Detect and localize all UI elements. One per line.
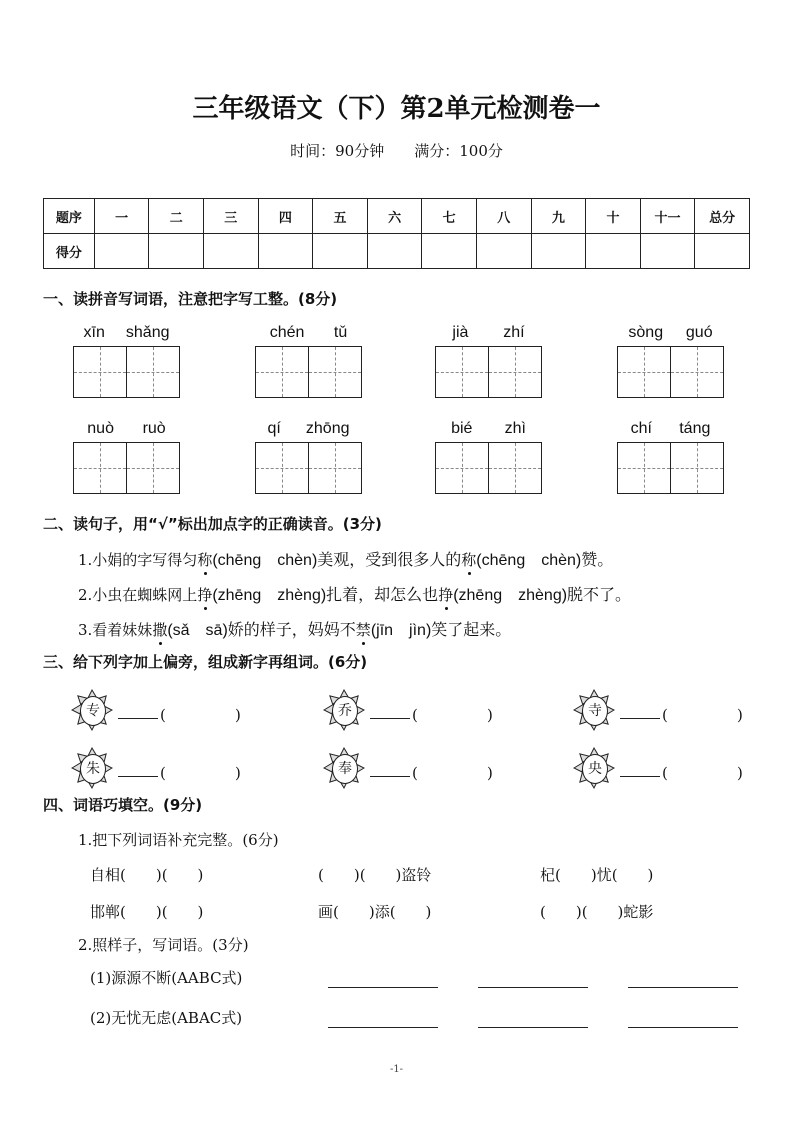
pinyin: zhì	[504, 420, 526, 437]
pinyin: bié	[451, 420, 473, 437]
section-2-heading: 二、读句子，用“√”标出加点字的正确读音。(3分)	[43, 515, 382, 533]
char-flower-item: 专 ( )	[70, 688, 260, 732]
score-input-cell[interactable]	[695, 234, 750, 269]
new-char-blank[interactable]	[620, 776, 660, 777]
pinyin: tǔ	[333, 324, 348, 341]
writing-grid[interactable]	[255, 442, 362, 494]
pinyin-choices[interactable]: (jīn jìn)笑了起来。	[370, 622, 512, 639]
score-header-cell: 七	[422, 199, 477, 234]
score-input-cell[interactable]	[531, 234, 586, 269]
answer-line[interactable]	[628, 987, 738, 988]
score-header-cell: 九	[531, 199, 586, 234]
example-2: (2)无忧无虑(ABAC式)	[90, 1009, 243, 1027]
base-char: 央	[582, 754, 608, 784]
dotted-char: 挣	[438, 586, 454, 604]
pinyin: xīn	[83, 324, 105, 341]
score-header-cell: 二	[149, 199, 204, 234]
pinyin: chí	[630, 420, 652, 437]
question-4-1: 1.把下列词语补充完整。(6分)	[78, 831, 279, 849]
new-char-blank[interactable]	[118, 776, 158, 777]
sentence-2: 2.小虫在蜘蛛网上挣(zhēng zhèng)扎着，却怎么也挣(zhēng zhèng)脱不了。	[78, 586, 632, 604]
base-char: 寺	[582, 696, 608, 726]
question-4-2: 2.照样子，写词语。(3分)	[78, 936, 249, 954]
answer-line[interactable]	[328, 1027, 438, 1028]
answer-line[interactable]	[478, 1027, 588, 1028]
pinyin: qí	[267, 420, 281, 437]
idiom-fill-item[interactable]: 邯郸( )( )	[90, 903, 204, 921]
idiom-fill-item[interactable]: 画( )添( )	[318, 903, 432, 921]
exam-info: 时间：90分钟 满分：100分	[290, 142, 503, 160]
answer-line[interactable]	[478, 987, 588, 988]
score-header-cell: 十	[586, 199, 641, 234]
pinyin-choices[interactable]: (zhēng zhèng)脱不了。	[453, 587, 632, 604]
writing-grid[interactable]	[435, 442, 542, 494]
base-char: 专	[80, 696, 106, 726]
idiom-fill-item[interactable]: ( )( )盗铃	[318, 866, 432, 884]
example-1: (1)源源不断(AABC式)	[90, 969, 243, 987]
answer-line[interactable]	[328, 987, 438, 988]
score-input-cell[interactable]	[476, 234, 531, 269]
dotted-char: 挣	[197, 586, 213, 604]
char-flower-item: 朱 ( )	[70, 746, 260, 790]
section-4-heading: 四、词语巧填空。(9分)	[43, 796, 203, 814]
score-input-cell[interactable]	[204, 234, 259, 269]
score-input-cell[interactable]	[313, 234, 368, 269]
writing-grid[interactable]	[617, 442, 724, 494]
pinyin-word-item	[73, 324, 180, 398]
idiom-fill-item[interactable]: 杞( )忧( )	[540, 866, 654, 884]
idiom-fill-item[interactable]: 自相( )( )	[90, 866, 204, 884]
page-title: 三年级语文（下）第2单元检测卷一	[192, 94, 601, 124]
pinyin-choices[interactable]: (chēng chèn)美观，受到很多人的	[212, 552, 462, 569]
pinyin: zhí	[503, 324, 525, 341]
new-char-blank[interactable]	[370, 718, 410, 719]
pinyin-word-item	[617, 324, 724, 398]
dotted-char: 撒	[152, 621, 168, 639]
pinyin: shǎng	[125, 324, 170, 341]
char-flower-item: 乔 ( )	[322, 688, 512, 732]
dotted-char: 称	[461, 551, 477, 569]
pinyin-word-item	[255, 324, 362, 398]
pinyin: zhōng	[305, 420, 350, 437]
char-flower-item: 寺 ( )	[572, 688, 762, 732]
score-table	[43, 198, 750, 269]
writing-grid[interactable]	[617, 346, 724, 398]
pinyin-word-item	[435, 324, 542, 398]
dotted-char: 称	[197, 551, 213, 569]
pinyin-choices[interactable]: (sǎ sā)娇的样子，妈妈不	[167, 622, 356, 639]
score-input-cell[interactable]	[149, 234, 204, 269]
score-input-cell[interactable]	[94, 234, 149, 269]
base-char: 乔	[332, 696, 358, 726]
section-3-heading: 三、给下列字加上偏旁，组成新字再组词。(6分)	[43, 653, 368, 671]
score-header-cell: 总分	[695, 199, 750, 234]
page-number: -1-	[389, 1064, 404, 1075]
pinyin-choices[interactable]: (chēng chèn)赞。	[476, 552, 614, 569]
sentence-3: 3.看着妹妹撒(sǎ sā)娇的样子，妈妈不禁(jīn jìn)笑了起来。	[78, 621, 512, 639]
pinyin: táng	[679, 420, 711, 437]
pinyin: ruò	[142, 420, 166, 437]
base-char: 朱	[80, 754, 106, 784]
score-input-cell[interactable]	[258, 234, 313, 269]
pinyin-word-item	[435, 420, 542, 494]
score-input-cell[interactable]	[422, 234, 477, 269]
score-header-cell: 十一	[640, 199, 695, 234]
score-header-cell: 一	[94, 199, 149, 234]
score-input-cell[interactable]	[640, 234, 695, 269]
dotted-char: 禁	[355, 621, 371, 639]
writing-grid[interactable]	[435, 346, 542, 398]
pinyin-word-item	[255, 420, 362, 494]
score-header-cell: 八	[476, 199, 531, 234]
pinyin: jià	[452, 324, 469, 341]
idiom-fill-item[interactable]: ( )( )蛇影	[540, 903, 654, 921]
pinyin: chén	[269, 324, 305, 341]
writing-grid[interactable]	[73, 442, 180, 494]
pinyin-word-item	[73, 420, 180, 494]
writing-grid[interactable]	[255, 346, 362, 398]
pinyin: sòng	[628, 324, 664, 341]
char-flower-item: 央 ( )	[572, 746, 762, 790]
pinyin: nuò	[87, 420, 114, 437]
pinyin-word-item	[617, 420, 724, 494]
score-header-cell: 六	[367, 199, 422, 234]
new-char-blank[interactable]	[620, 718, 660, 719]
new-char-blank[interactable]	[118, 718, 158, 719]
score-header-cell: 题序	[44, 199, 95, 234]
score-input-cell[interactable]	[367, 234, 422, 269]
score-header-cell: 四	[258, 199, 313, 234]
score-label: 得分	[44, 234, 95, 269]
score-input-cell[interactable]	[586, 234, 641, 269]
section-1-heading: 一、读拼音写词语，注意把字写工整。(8分)	[43, 290, 338, 308]
pinyin: guó	[685, 324, 713, 341]
writing-grid[interactable]	[73, 346, 180, 398]
score-header-cell: 三	[204, 199, 259, 234]
new-char-blank[interactable]	[370, 776, 410, 777]
score-header-cell: 五	[313, 199, 368, 234]
sentence-1: 1.小娟的字写得匀称(chēng chèn)美观，受到很多人的称(chēng chèn)赞。	[78, 551, 614, 569]
base-char: 奉	[332, 754, 358, 784]
pinyin-choices[interactable]: (zhēng zhèng)扎着，却怎么也	[212, 587, 439, 604]
char-flower-item: 奉 ( )	[322, 746, 512, 790]
answer-line[interactable]	[628, 1027, 738, 1028]
